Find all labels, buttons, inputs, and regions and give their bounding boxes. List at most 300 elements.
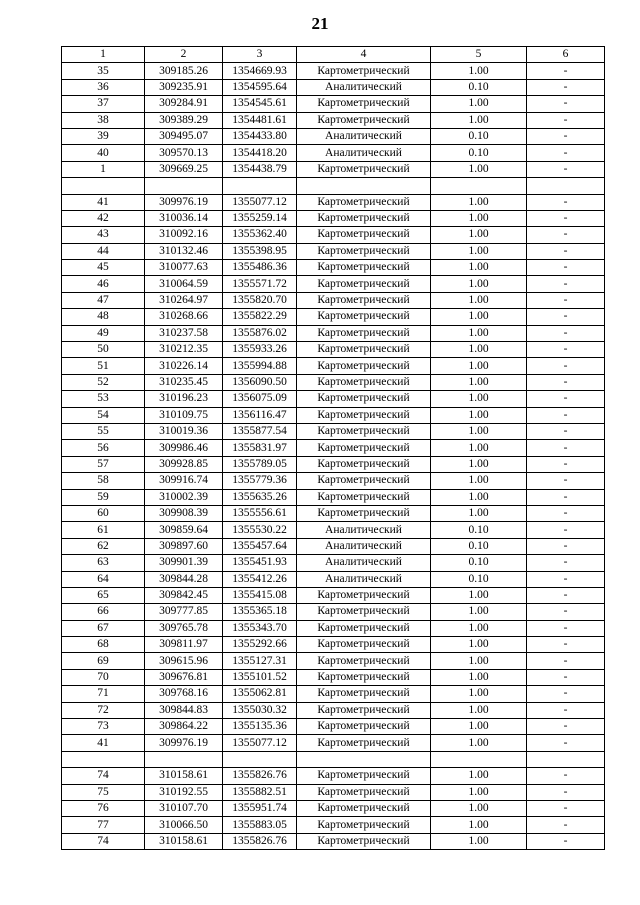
table-cell: 1355398.95	[223, 243, 297, 259]
table-cell: 1.00	[431, 309, 527, 325]
table-row	[62, 112, 605, 128]
table-cell: 1355779.36	[223, 473, 297, 489]
table-cell: Картометрический	[297, 325, 431, 341]
column-header: 3	[223, 47, 297, 63]
table-cell: 1.00	[431, 817, 527, 833]
table-cell: 310268.66	[145, 309, 223, 325]
table-row	[62, 358, 605, 374]
table-row	[62, 128, 605, 144]
table-cell: 1354433.80	[223, 128, 297, 144]
table-row	[62, 440, 605, 456]
table-cell: 0.10	[431, 128, 527, 144]
table-cell: 36	[62, 79, 145, 95]
table-cell: 1355101.52	[223, 669, 297, 685]
table-cell: Картометрический	[297, 63, 431, 79]
table-row	[62, 227, 605, 243]
table-cell: 1.00	[431, 653, 527, 669]
table-cell: -	[527, 489, 605, 505]
table-cell: -	[527, 768, 605, 784]
table-cell: -	[527, 702, 605, 718]
table-cell: 61	[62, 522, 145, 538]
table-cell: Картометрический	[297, 227, 431, 243]
table-cell: 1355077.12	[223, 194, 297, 210]
table-cell: 310235.45	[145, 374, 223, 390]
table-cell: Картометрический	[297, 735, 431, 751]
table-cell: 310066.50	[145, 817, 223, 833]
table-cell: 1.00	[431, 325, 527, 341]
table-cell: 310002.39	[145, 489, 223, 505]
table-cell: 0.10	[431, 79, 527, 95]
table-cell: 1.00	[431, 260, 527, 276]
table-cell: Картометрический	[297, 358, 431, 374]
table-cell: 1.00	[431, 112, 527, 128]
table-cell: Картометрический	[297, 800, 431, 816]
table-cell: 1355062.81	[223, 686, 297, 702]
table-cell	[223, 178, 297, 194]
table-cell	[62, 751, 145, 767]
table-cell: 1.00	[431, 342, 527, 358]
table-row	[62, 63, 605, 79]
table-cell: -	[527, 456, 605, 472]
table-cell: Аналитический	[297, 128, 431, 144]
table-cell: 0.10	[431, 522, 527, 538]
table-cell: Картометрический	[297, 243, 431, 259]
table-row	[62, 538, 605, 554]
table-cell: 309864.22	[145, 719, 223, 735]
table-cell: 44	[62, 243, 145, 259]
table-cell: 1354481.61	[223, 112, 297, 128]
table-cell: -	[527, 800, 605, 816]
table-cell: -	[527, 555, 605, 571]
table-cell: Картометрический	[297, 620, 431, 636]
table-cell: 1.00	[431, 637, 527, 653]
table-cell: 1354545.61	[223, 96, 297, 112]
table-cell: 310019.36	[145, 423, 223, 439]
table-cell: Картометрический	[297, 653, 431, 669]
table-cell: 1.00	[431, 489, 527, 505]
table-cell: -	[527, 637, 605, 653]
column-header: 5	[431, 47, 527, 63]
table-cell	[297, 751, 431, 767]
table-cell: 309976.19	[145, 735, 223, 751]
table-row	[62, 768, 605, 784]
table-cell: 1355530.22	[223, 522, 297, 538]
table-cell: -	[527, 440, 605, 456]
table-cell: Картометрический	[297, 440, 431, 456]
table-cell: Картометрический	[297, 833, 431, 849]
table-cell: 309897.60	[145, 538, 223, 554]
table-cell: 1.00	[431, 292, 527, 308]
table-row	[62, 735, 605, 751]
table-cell: 1355365.18	[223, 604, 297, 620]
table-cell: 1355883.05	[223, 817, 297, 833]
table-cell: 45	[62, 260, 145, 276]
table-cell: 1.00	[431, 374, 527, 390]
table-cell: 74	[62, 833, 145, 849]
table-cell: 0.10	[431, 145, 527, 161]
table-row	[62, 702, 605, 718]
table-cell: Картометрический	[297, 210, 431, 226]
table-cell: 310196.23	[145, 391, 223, 407]
table-cell: Картометрический	[297, 669, 431, 685]
table-cell: -	[527, 587, 605, 603]
table-cell: -	[527, 571, 605, 587]
table-cell: 1.00	[431, 161, 527, 177]
table-row	[62, 407, 605, 423]
table-cell: Картометрический	[297, 473, 431, 489]
table-cell: 309570.13	[145, 145, 223, 161]
table-cell: Картометрический	[297, 374, 431, 390]
table-cell: Картометрический	[297, 456, 431, 472]
table-cell: 75	[62, 784, 145, 800]
table-cell: 77	[62, 817, 145, 833]
table-cell: 1355343.70	[223, 620, 297, 636]
table-cell: 40	[62, 145, 145, 161]
page-number: 21	[311, 14, 329, 33]
table-cell: 1355556.61	[223, 505, 297, 521]
table-cell: 309844.28	[145, 571, 223, 587]
table-cell: 309976.19	[145, 194, 223, 210]
table-cell: 310237.58	[145, 325, 223, 341]
table-row	[62, 292, 605, 308]
table-cell: 309928.85	[145, 456, 223, 472]
table-cell	[431, 178, 527, 194]
table-cell: 72	[62, 702, 145, 718]
table-row	[62, 653, 605, 669]
table-cell: 1.00	[431, 96, 527, 112]
table-cell: 37	[62, 96, 145, 112]
table-cell: 1355877.54	[223, 423, 297, 439]
table-cell: -	[527, 473, 605, 489]
table-cell: -	[527, 833, 605, 849]
table-cell: 1355451.93	[223, 555, 297, 571]
table-cell: 38	[62, 112, 145, 128]
table-cell: 1354669.93	[223, 63, 297, 79]
table-cell: Картометрический	[297, 719, 431, 735]
table-cell: -	[527, 227, 605, 243]
table-cell: 1354418.20	[223, 145, 297, 161]
table-cell: 1354438.79	[223, 161, 297, 177]
table-cell: 51	[62, 358, 145, 374]
table-cell: -	[527, 522, 605, 538]
table-cell	[431, 751, 527, 767]
table-cell: Картометрический	[297, 194, 431, 210]
table-cell: 52	[62, 374, 145, 390]
table-cell: -	[527, 292, 605, 308]
table-cell: -	[527, 243, 605, 259]
table-cell: 1	[62, 161, 145, 177]
table-cell: 1.00	[431, 407, 527, 423]
table-cell: 63	[62, 555, 145, 571]
table-cell: 310132.46	[145, 243, 223, 259]
table-cell: Картометрический	[297, 587, 431, 603]
table-cell: -	[527, 423, 605, 439]
table-cell: 50	[62, 342, 145, 358]
table-cell: -	[527, 260, 605, 276]
table-cell: 1355412.26	[223, 571, 297, 587]
table-cell: Картометрический	[297, 604, 431, 620]
table-cell: 0.10	[431, 571, 527, 587]
table-cell: -	[527, 669, 605, 685]
table-row	[62, 489, 605, 505]
table-cell	[297, 178, 431, 194]
table-cell: 310109.75	[145, 407, 223, 423]
table-cell: 35	[62, 63, 145, 79]
table-cell: Картометрический	[297, 686, 431, 702]
table-cell: -	[527, 604, 605, 620]
table-row	[62, 555, 605, 571]
table-cell: 48	[62, 309, 145, 325]
table-cell: 1355994.88	[223, 358, 297, 374]
table-cell: Картометрический	[297, 702, 431, 718]
table-cell: 57	[62, 456, 145, 472]
table-cell: 1.00	[431, 473, 527, 489]
table-cell: Картометрический	[297, 768, 431, 784]
table-row	[62, 587, 605, 603]
table-cell: -	[527, 817, 605, 833]
table-cell: 1356090.50	[223, 374, 297, 390]
table-cell: 58	[62, 473, 145, 489]
table-cell: 310192.55	[145, 784, 223, 800]
table-cell: 56	[62, 440, 145, 456]
table-cell: 310158.61	[145, 768, 223, 784]
table-row	[62, 637, 605, 653]
table-cell: -	[527, 96, 605, 112]
table-header-row	[62, 47, 605, 63]
table-cell: -	[527, 653, 605, 669]
table-cell: 309844.83	[145, 702, 223, 718]
table-cell: 0.10	[431, 555, 527, 571]
table-cell: 309235.91	[145, 79, 223, 95]
table-cell: Картометрический	[297, 817, 431, 833]
table-cell: Аналитический	[297, 145, 431, 161]
table-cell: Картометрический	[297, 505, 431, 521]
table-cell: 309859.64	[145, 522, 223, 538]
table-cell: 39	[62, 128, 145, 144]
table-cell: -	[527, 391, 605, 407]
table-cell: 1.00	[431, 833, 527, 849]
table-cell: Картометрический	[297, 342, 431, 358]
table-cell: 309811.97	[145, 637, 223, 653]
table-cell: 65	[62, 587, 145, 603]
table-cell: -	[527, 538, 605, 554]
table-cell: 54	[62, 407, 145, 423]
table-row	[62, 571, 605, 587]
table-cell: 1355571.72	[223, 276, 297, 292]
table-cell: -	[527, 325, 605, 341]
table-cell: 310036.14	[145, 210, 223, 226]
table-row	[62, 669, 605, 685]
table-cell: Картометрический	[297, 161, 431, 177]
table-row-blank	[62, 178, 605, 194]
table-row	[62, 620, 605, 636]
table-cell: 42	[62, 210, 145, 226]
table-row	[62, 374, 605, 390]
table-cell: 1.00	[431, 227, 527, 243]
column-header: 4	[297, 47, 431, 63]
table-cell: Картометрический	[297, 309, 431, 325]
table-cell: 1.00	[431, 358, 527, 374]
table-cell: 1355826.76	[223, 768, 297, 784]
table-cell: 1355077.12	[223, 735, 297, 751]
table-row	[62, 473, 605, 489]
table-row	[62, 456, 605, 472]
table-cell: 1.00	[431, 440, 527, 456]
table-cell: 309777.85	[145, 604, 223, 620]
table-row	[62, 800, 605, 816]
table-cell: 1.00	[431, 620, 527, 636]
table-cell: 55	[62, 423, 145, 439]
table-cell: 309765.78	[145, 620, 223, 636]
table-cell: 66	[62, 604, 145, 620]
table-cell: 1355789.05	[223, 456, 297, 472]
table-cell: 1355820.70	[223, 292, 297, 308]
table-row	[62, 505, 605, 521]
table-cell: 1.00	[431, 669, 527, 685]
table-cell: 1.00	[431, 210, 527, 226]
table-cell: 310212.35	[145, 342, 223, 358]
table-cell: -	[527, 505, 605, 521]
table-cell: 49	[62, 325, 145, 341]
table-cell: 53	[62, 391, 145, 407]
table-row	[62, 243, 605, 259]
table-cell: Картометрический	[297, 489, 431, 505]
table-cell: 64	[62, 571, 145, 587]
table-cell: Картометрический	[297, 423, 431, 439]
table-cell: Аналитический	[297, 555, 431, 571]
table-cell: 310158.61	[145, 833, 223, 849]
table-cell: -	[527, 112, 605, 128]
table-row	[62, 325, 605, 341]
table-cell: 59	[62, 489, 145, 505]
table-cell: 1355876.02	[223, 325, 297, 341]
table-cell: Картометрический	[297, 112, 431, 128]
table-row	[62, 604, 605, 620]
table-cell: 1.00	[431, 456, 527, 472]
table-cell: -	[527, 161, 605, 177]
table-cell: 1355135.36	[223, 719, 297, 735]
table-cell: 309615.96	[145, 653, 223, 669]
table-row-blank	[62, 751, 605, 767]
table-cell: Картометрический	[297, 407, 431, 423]
table-cell: -	[527, 128, 605, 144]
table-cell: 1.00	[431, 194, 527, 210]
table-cell: 310264.97	[145, 292, 223, 308]
table-row	[62, 260, 605, 276]
table-cell: 1355292.66	[223, 637, 297, 653]
table-cell: 47	[62, 292, 145, 308]
table-cell: 62	[62, 538, 145, 554]
table-cell: 1355826.76	[223, 833, 297, 849]
column-header: 2	[145, 47, 223, 63]
table-cell: -	[527, 686, 605, 702]
table-row	[62, 309, 605, 325]
table-row	[62, 686, 605, 702]
table-cell: 41	[62, 194, 145, 210]
table-row	[62, 719, 605, 735]
table-cell: Картометрический	[297, 784, 431, 800]
table-row	[62, 391, 605, 407]
table-cell: 310107.70	[145, 800, 223, 816]
table-cell: Картометрический	[297, 276, 431, 292]
table-row	[62, 276, 605, 292]
table-row	[62, 522, 605, 538]
table-row	[62, 145, 605, 161]
table-cell: 1.00	[431, 686, 527, 702]
table-cell: -	[527, 342, 605, 358]
table-cell: 1355415.08	[223, 587, 297, 603]
table-cell: -	[527, 719, 605, 735]
table-cell: 1355933.26	[223, 342, 297, 358]
table-cell: 1355831.97	[223, 440, 297, 456]
table-cell: 1355951.74	[223, 800, 297, 816]
table-cell: 1356075.09	[223, 391, 297, 407]
table-row	[62, 161, 605, 177]
table-cell: 1356116.47	[223, 407, 297, 423]
table-cell: 309901.39	[145, 555, 223, 571]
table-cell: 1.00	[431, 604, 527, 620]
table-cell: 309669.25	[145, 161, 223, 177]
table-cell: 1.00	[431, 735, 527, 751]
table-cell: 1.00	[431, 719, 527, 735]
table-cell: 1355822.29	[223, 309, 297, 325]
table-cell: 1355882.51	[223, 784, 297, 800]
table-cell: 1355127.31	[223, 653, 297, 669]
table-cell: 74	[62, 768, 145, 784]
table-cell: Аналитический	[297, 571, 431, 587]
table-row	[62, 79, 605, 95]
table-cell: Картометрический	[297, 637, 431, 653]
table-cell: 309986.46	[145, 440, 223, 456]
table-cell: 73	[62, 719, 145, 735]
table-cell: Картометрический	[297, 96, 431, 112]
table-cell: 0.10	[431, 538, 527, 554]
table-cell: 1355635.26	[223, 489, 297, 505]
table-cell: 1.00	[431, 276, 527, 292]
table-row	[62, 194, 605, 210]
table-cell: Картометрический	[297, 260, 431, 276]
table-cell: 309284.91	[145, 96, 223, 112]
table-cell: 60	[62, 505, 145, 521]
column-header: 1	[62, 47, 145, 63]
table-cell: 309908.39	[145, 505, 223, 521]
table-cell: 1.00	[431, 423, 527, 439]
table-cell: -	[527, 194, 605, 210]
table-body	[62, 63, 605, 850]
table-cell: -	[527, 79, 605, 95]
table-cell: 68	[62, 637, 145, 653]
table-cell: 309495.07	[145, 128, 223, 144]
table-cell: 309768.16	[145, 686, 223, 702]
table-cell: 310064.59	[145, 276, 223, 292]
table-cell: -	[527, 784, 605, 800]
table-row	[62, 210, 605, 226]
table-cell: 46	[62, 276, 145, 292]
table-cell: Аналитический	[297, 538, 431, 554]
table-cell: -	[527, 735, 605, 751]
table-cell: 1.00	[431, 784, 527, 800]
table-cell	[223, 751, 297, 767]
table-cell: 1355486.36	[223, 260, 297, 276]
table-cell: -	[527, 407, 605, 423]
table-cell: 310077.63	[145, 260, 223, 276]
table-cell: 43	[62, 227, 145, 243]
table-row	[62, 342, 605, 358]
table-cell: 67	[62, 620, 145, 636]
table-cell: -	[527, 63, 605, 79]
table-cell: 1355457.64	[223, 538, 297, 554]
table-cell: -	[527, 309, 605, 325]
